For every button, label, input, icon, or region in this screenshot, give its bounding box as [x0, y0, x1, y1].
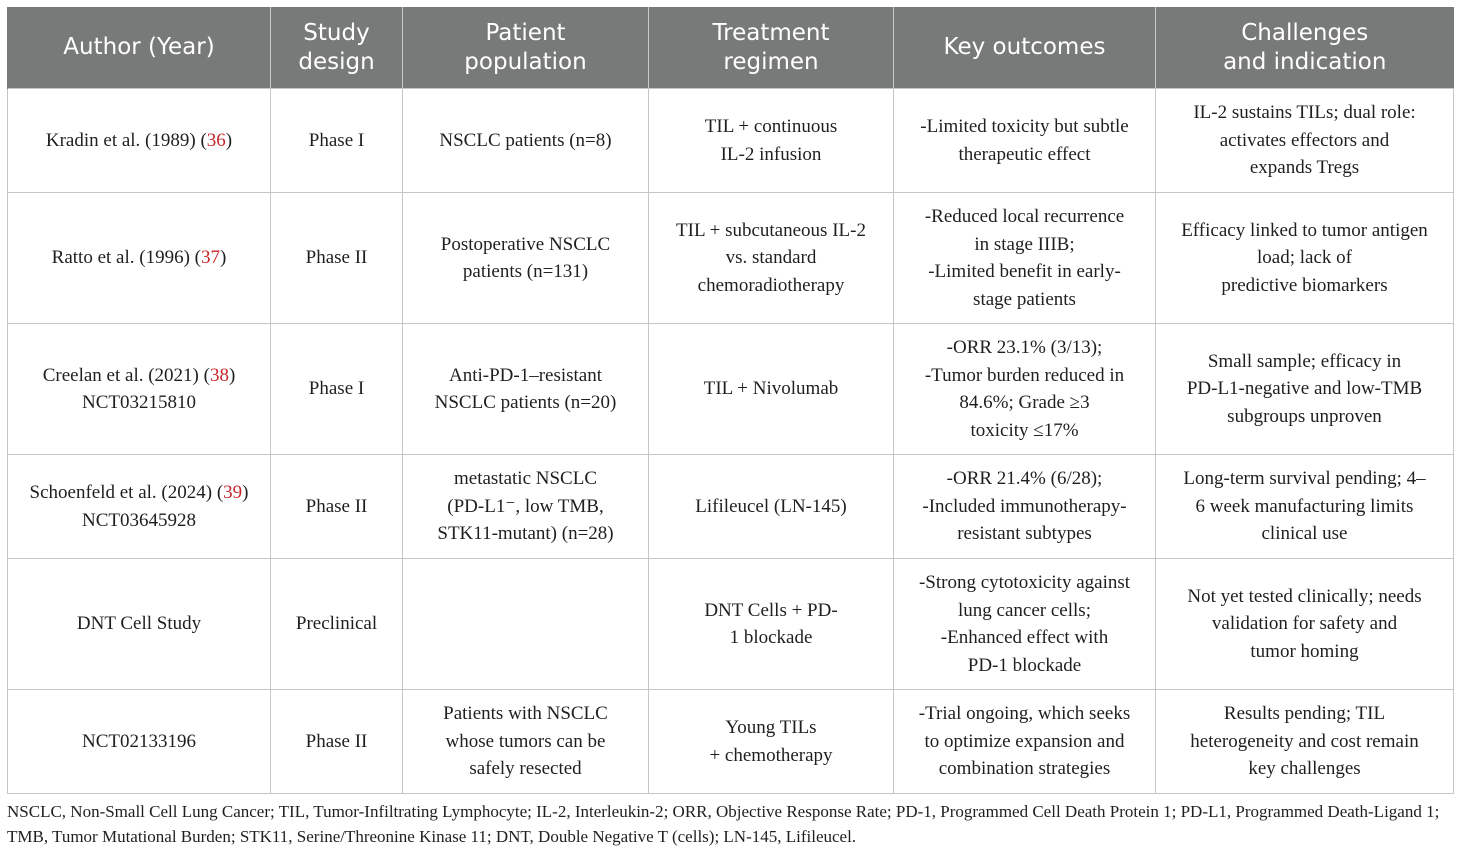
cell-text-line: Anti-PD-1–resistant [448, 364, 603, 386]
cell-key-outcomes [894, 193, 1156, 324]
cell-text-line: subgroups unproven [1227, 405, 1382, 427]
cell-key-outcomes [894, 559, 1156, 690]
cell-key-outcomes [894, 324, 1156, 455]
cell-study-design: Preclinical [271, 559, 403, 690]
cell-text-line: validation for safety and [1211, 613, 1398, 635]
cell-patient-population [403, 89, 649, 193]
cell-treatment-regimen [649, 559, 894, 690]
trial-id: NCT03645928 [82, 509, 196, 531]
header-key-outcomes: Key outcomes [894, 7, 1156, 89]
cell-text-line: clinical use [1261, 523, 1348, 545]
cell-text-line: Patients with NSCLC [443, 703, 608, 725]
header-challenges: Challenges and indication [1156, 7, 1454, 89]
cell-text-line: therapeutic effect [958, 143, 1091, 165]
cell-study-design: Phase II [271, 193, 403, 324]
cell-text-line: -Strong cytotoxicity against [918, 572, 1131, 593]
cell-author [8, 455, 271, 559]
cell-text-line: chemoradiotherapy [697, 274, 845, 296]
cell-key-outcomes [894, 455, 1156, 559]
cell-text-line: metastatic NSCLC [453, 468, 597, 490]
cell-text-line: 1 blockade [729, 627, 813, 648]
reference-close: ) [242, 482, 249, 503]
table-row [8, 193, 1454, 324]
cell-key-outcomes [894, 690, 1156, 794]
cell-text-line: resistant subtypes [957, 523, 1092, 545]
table-row [8, 559, 1454, 690]
cell-text-line: -Limited benefit in early- [928, 261, 1121, 282]
table-footnote: NSCLC, Non-Small Cell Lung Cancer; TIL, Tumor-Infiltrating Lymphocyte; IL-2, Interleukin-2; ORR, Objective Response Rate; PD-1, Programmed Cell Death Protein 1; PD-L1, Programmed Death-Ligand 1; TMB, Tumor Mutational Burden; STK11, Serine/Threonine Kinase 11; DNT, Double Negative T (cells); LN-145, Lifileucel. [7, 802, 1440, 846]
author-name: Schoenfeld et al. (2024) ( [29, 482, 224, 503]
reference-close: ) [220, 247, 227, 269]
cell-treatment-regimen [649, 193, 894, 324]
author-name: DNT Cell Study [76, 613, 202, 635]
cell-treatment-regimen [649, 455, 894, 559]
cell-text-line: vs. standard [725, 247, 817, 269]
cell-text-line: combination strategies [938, 758, 1111, 780]
trial-id: NCT03215810 [82, 392, 196, 413]
cell-text-line: in stage IIIB; [974, 233, 1075, 255]
cell-challenges [1156, 690, 1454, 794]
cell-patient-population [403, 193, 649, 324]
cell-study-design: Phase I [271, 324, 403, 455]
reference-link[interactable]: 38 [209, 364, 229, 386]
header-treatment-regimen: Treatment regimen [649, 7, 894, 89]
cell-challenges [1156, 559, 1454, 690]
cell-author [8, 193, 271, 324]
cell-text-line: (PD-L1⁻, low TMB, [447, 495, 604, 517]
reference-close: ) [225, 129, 233, 151]
cell-patient-population [403, 559, 649, 690]
cell-text-line: IL-2 infusion [720, 143, 822, 165]
studies-table [7, 7, 1454, 794]
table-row [8, 89, 1454, 193]
cell-text-line: -Limited toxicity but subtle [920, 116, 1129, 137]
cell-text-line: Efficacy linked to tumor antigen [1181, 219, 1428, 241]
table-row [8, 324, 1454, 455]
cell-text-line: TIL + continuous [704, 116, 838, 137]
cell-challenges [1156, 324, 1454, 455]
cell-text-line: load; lack of [1257, 247, 1352, 269]
author-name: Kradin et al. (1989) ( [45, 129, 207, 151]
cell-treatment-regimen [649, 324, 894, 455]
cell-text-line: predictive biomarkers [1221, 274, 1388, 296]
cell-challenges [1156, 455, 1454, 559]
cell-text-line: NSCLC patients (n=8) [439, 129, 612, 151]
reference-link[interactable]: 39 [223, 482, 243, 503]
cell-author [8, 559, 271, 690]
header-study-design: Study design [271, 7, 403, 89]
table-row [8, 690, 1454, 794]
author-name: Creelan et al. (2021) ( [42, 364, 210, 386]
cell-text-line: -Tumor burden reduced in [924, 364, 1125, 386]
cell-text-line: Results pending; TIL [1223, 703, 1386, 725]
header-patient-population: Patient population [403, 7, 649, 89]
cell-text-line: 84.6%; Grade ≥3 [959, 392, 1090, 413]
cell-text-line: heterogeneity and cost remain [1190, 730, 1419, 752]
cell-text-line: PD-1 blockade [967, 654, 1082, 676]
cell-challenges [1156, 89, 1454, 193]
cell-text-line: IL-2 sustains TILs; dual role: [1193, 102, 1416, 124]
cell-text-line: lung cancer cells; [958, 599, 1091, 621]
cell-patient-population [403, 455, 649, 559]
cell-text-line: Not yet tested clinically; needs [1187, 585, 1422, 607]
reference-link[interactable]: 37 [201, 247, 220, 269]
author-name: Ratto et al. (1996) ( [51, 247, 201, 269]
header-author-year: Author (Year) [8, 7, 271, 89]
cell-treatment-regimen [649, 690, 894, 794]
cell-challenges [1156, 193, 1454, 324]
cell-text-line: + chemotherapy [709, 744, 833, 766]
cell-text-line: -ORR 21.4% (6/28); [946, 468, 1103, 490]
cell-text-line: safely resected [469, 758, 582, 780]
cell-key-outcomes [894, 89, 1156, 193]
cell-study-design: Phase II [271, 455, 403, 559]
cell-text-line: PD-L1-negative and low-TMB [1186, 378, 1423, 400]
cell-text-line: TIL + subcutaneous IL-2 [676, 219, 866, 241]
cell-patient-population [403, 690, 649, 794]
cell-text-line: Small sample; efficacy in [1207, 350, 1402, 372]
cell-text-line: DNT Cells + PD- [704, 599, 838, 621]
cell-text-line: expands Tregs [1249, 157, 1360, 179]
table-header-row [8, 7, 1454, 89]
cell-author [8, 324, 271, 455]
cell-text-line: -Included immunotherapy- [922, 495, 1127, 517]
cell-text-line: stage patients [973, 288, 1076, 310]
author-name: NCT02133196 [82, 730, 196, 752]
cell-text-line: -Trial ongoing, which seeks [918, 703, 1131, 725]
cell-study-design: Phase I [271, 89, 403, 193]
studies-table-container [7, 7, 1453, 794]
reference-link[interactable]: 36 [206, 129, 226, 151]
cell-text-line: activates effectors and [1219, 129, 1390, 151]
cell-author [8, 690, 271, 794]
cell-text-line: -Reduced local recurrence [924, 206, 1125, 227]
cell-text-line: toxicity ≤17% [970, 419, 1079, 441]
cell-text-line: Long-term survival pending; 4– [1183, 468, 1426, 490]
cell-study-design: Phase II [271, 690, 403, 794]
reference-close: ) [228, 364, 236, 386]
cell-text-line: Young TILs [725, 717, 817, 738]
cell-text-line: 6 week manufacturing limits [1195, 495, 1414, 517]
cell-text-line: -Enhanced effect with [940, 627, 1109, 648]
cell-treatment-regimen [649, 89, 894, 193]
cell-text-line: NSCLC patients (n=20) [434, 392, 617, 413]
table-row [8, 455, 1454, 559]
cell-text-line: TIL + Nivolumab [703, 378, 839, 400]
cell-text-line: tumor homing [1250, 640, 1359, 662]
cell-text-line: patients (n=131) [462, 261, 589, 282]
cell-text-line: Postoperative NSCLC [440, 233, 611, 255]
cell-text-line: key challenges [1248, 758, 1361, 780]
cell-text-line: to optimize expansion and [924, 730, 1125, 752]
cell-author [8, 89, 271, 193]
cell-text-line: whose tumors can be [445, 730, 606, 752]
cell-patient-population [403, 324, 649, 455]
cell-text-line: Lifileucel (LN-145) [695, 495, 847, 517]
cell-text-line: STK11-mutant) (n=28) [437, 523, 614, 545]
cell-text-line: -ORR 23.1% (3/13); [946, 337, 1103, 358]
